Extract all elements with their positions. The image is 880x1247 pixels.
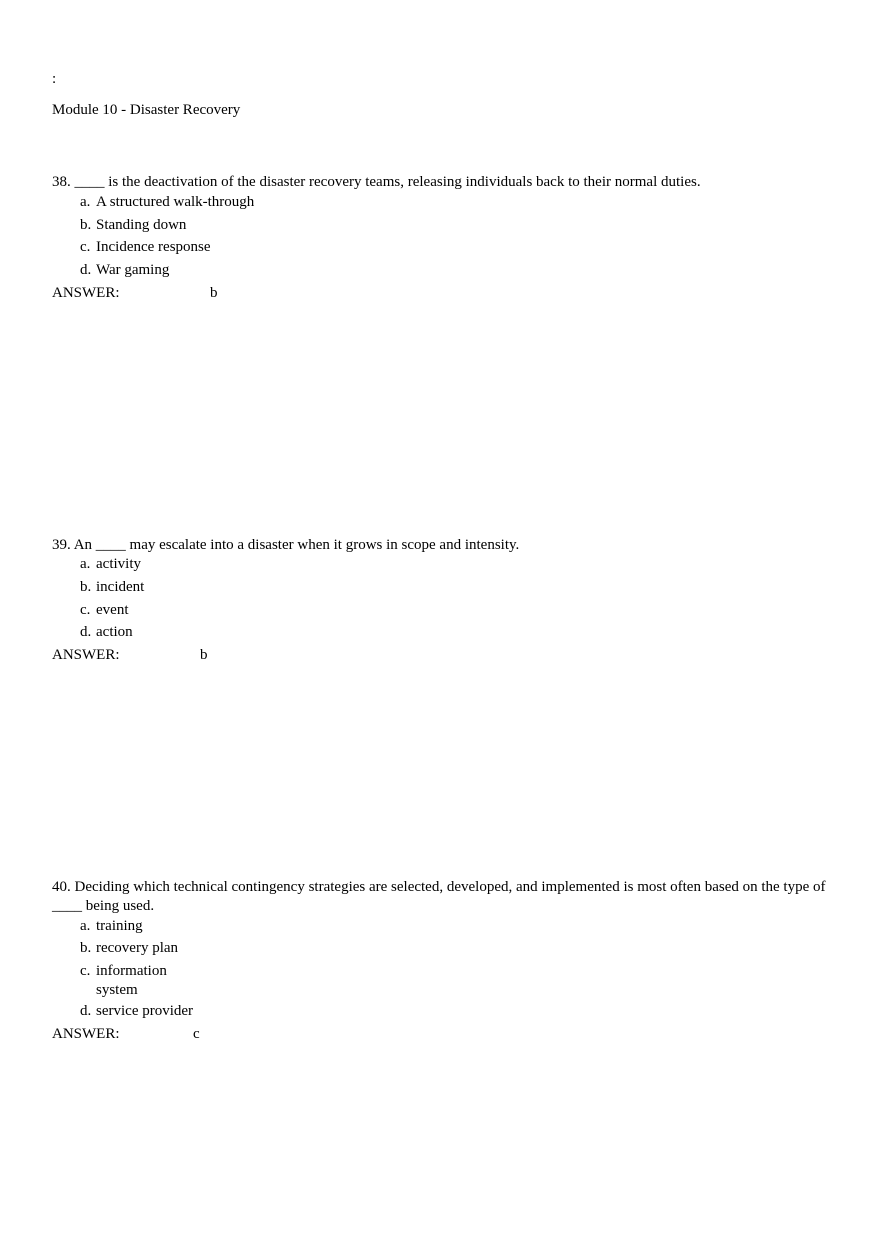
- option-letter: b.: [80, 217, 92, 233]
- question-body: Deciding which technical contingency strategies are selected, developed, and implemented is most often based on the type of ____ being used.: [52, 879, 826, 914]
- option-c: [80, 238, 211, 257]
- option-d: [80, 261, 169, 280]
- answer-label: ANSWER:: [52, 285, 120, 301]
- option-letter: a.: [80, 556, 91, 572]
- option-d: [80, 1002, 193, 1021]
- option-text: War gaming: [96, 262, 170, 278]
- option-text: Standing down: [96, 217, 187, 233]
- option-letter: c.: [80, 239, 91, 255]
- option-c: [80, 962, 176, 1000]
- option-text: incident: [96, 579, 145, 595]
- option-letter: a.: [80, 918, 91, 934]
- question-number: 40.: [52, 879, 71, 895]
- question-body: An ____ may escalate into a disaster when it grows in scope and intensity.: [73, 537, 520, 553]
- option-letter: d.: [80, 262, 92, 278]
- option-b: [80, 578, 144, 597]
- option-text: activity: [96, 556, 141, 572]
- answer-label: ANSWER:: [52, 647, 120, 663]
- option-a: [80, 555, 141, 574]
- option-b: [80, 216, 186, 235]
- question-number: 38.: [52, 174, 71, 190]
- option-a: [80, 193, 254, 212]
- module-title: Module 10 - Disaster Recovery: [52, 102, 241, 118]
- option-text: Incidence response: [96, 239, 211, 255]
- option-b: [80, 939, 178, 958]
- answer-label: ANSWER:: [52, 1026, 120, 1042]
- option-c: [80, 601, 128, 620]
- question-text: [52, 878, 842, 916]
- option-letter: a.: [80, 194, 91, 210]
- answer-value: b: [210, 285, 218, 301]
- option-text: event: [96, 602, 129, 618]
- question-text: [52, 536, 842, 555]
- option-text: A structured walk-through: [96, 194, 255, 210]
- option-letter: c.: [80, 602, 91, 618]
- option-letter: c.: [80, 963, 91, 979]
- option-letter: b.: [80, 579, 92, 595]
- option-text: recovery plan: [96, 940, 179, 956]
- option-d: [80, 623, 133, 642]
- option-letter: d.: [80, 1003, 92, 1019]
- option-text: information system: [96, 963, 167, 998]
- option-text: service provider: [96, 1003, 194, 1019]
- option-letter: d.: [80, 624, 92, 640]
- option-text: training: [96, 918, 143, 934]
- option-a: [80, 917, 143, 936]
- option-text: action: [96, 624, 133, 640]
- question-text: [52, 173, 842, 192]
- question-number: 39.: [52, 537, 71, 553]
- question-body: ____ is the deactivation of the disaster recovery teams, releasing individuals back to their normal duties.: [74, 174, 701, 190]
- option-letter: b.: [80, 940, 92, 956]
- header-colon: :: [52, 71, 57, 87]
- answer-value: b: [200, 647, 208, 663]
- answer-value: c: [193, 1026, 200, 1042]
